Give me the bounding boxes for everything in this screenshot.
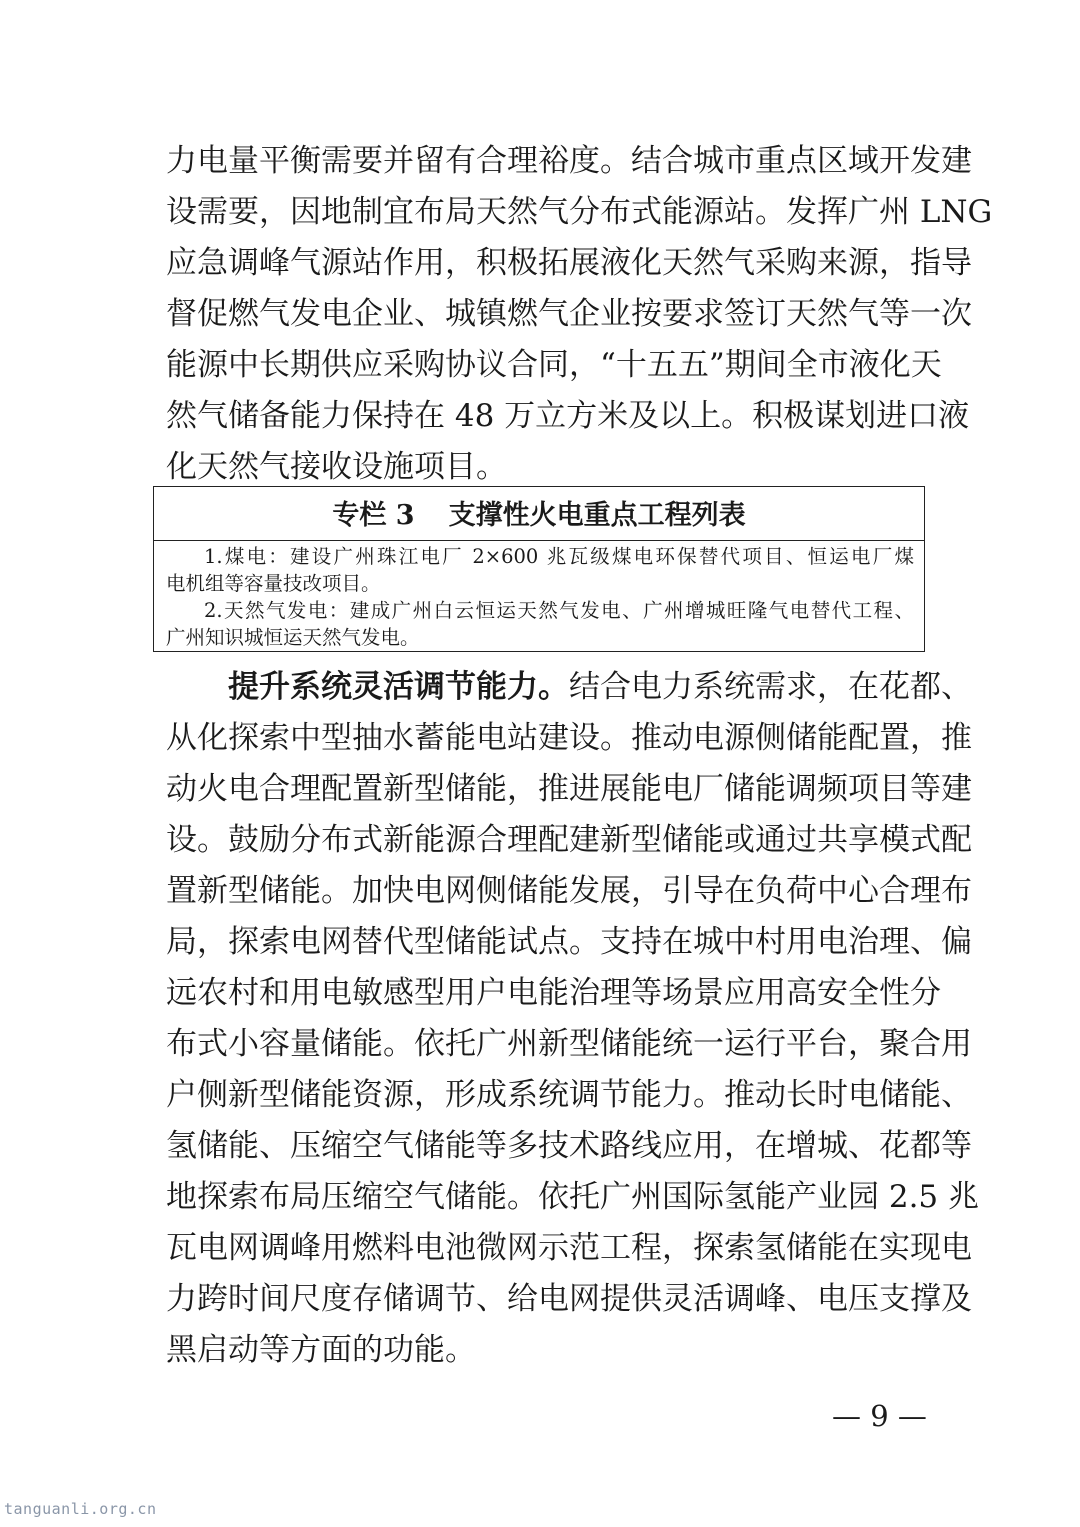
- text-line: 置新型储能。加快电网侧储能发展，引导在负荷中心合理布: [166, 873, 972, 909]
- column-item-gas-cont: 广州知识城恒运天然气发电。: [166, 626, 420, 649]
- column-box-heading: 支撑性火电重点工程列表: [448, 500, 746, 531]
- text-line: 设需要，因地制宜布局天然气分布式能源站。发挥广州 LNG: [166, 194, 993, 230]
- text-line: 从化探索中型抽水蓄能电站建设。推动电源侧储能配置，推: [166, 720, 972, 756]
- text-line: 动火电合理配置新型储能，推进展能电厂储能调频项目等建: [166, 771, 972, 807]
- text-line: 局，探索电网替代型储能试点。支持在城中村用电治理、偏: [166, 924, 972, 960]
- text-line: [166, 662, 972, 713]
- watermark: tanguanli.org.cn: [4, 1500, 157, 1518]
- column-box: [153, 486, 925, 652]
- text-line: 氢储能、压缩空气储能等多技术路线应用，在增城、花都等: [166, 1128, 972, 1164]
- text-line: 远农村和用电敏感型用户电能治理等场景应用高安全性分: [166, 975, 941, 1011]
- text-line: 瓦电网调峰用燃料电池微网示范工程，探索氢储能在实现电: [166, 1230, 972, 1266]
- paragraph-gas-supply: [166, 136, 993, 493]
- column-box-number: 专栏 3: [332, 500, 415, 531]
- text-line: 地探索布局压缩空气储能。依托广州国际氢能产业园 2.5 兆: [166, 1179, 980, 1215]
- column-item-coal: 1.煤电：建设广州珠江电厂 2×600 兆瓦级煤电环保替代项目、恒运电厂煤: [204, 545, 914, 568]
- paragraph-lead: 提升系统灵活调节能力。: [228, 669, 569, 705]
- text-line: 力跨时间尺度存储调节、给电网提供灵活调峰、电压支撑及: [166, 1281, 972, 1317]
- column-item-gas: 2.天然气发电：建成广州白云恒运天然气发电、广州增城旺隆气电替代工程、: [204, 599, 914, 622]
- text-line: 能源中长期供应采购协议合同，“十五五”期间全市液化天: [166, 347, 942, 383]
- column-box-title: [154, 487, 924, 541]
- text-line: 布式小容量储能。依托广州新型储能统一运行平台，聚合用: [166, 1026, 972, 1062]
- text-line: 户侧新型储能资源，形成系统调节能力。推动长时电储能、: [166, 1077, 972, 1113]
- text-line: 然气储备能力保持在 48 万立方米及以上。积极谋划进口液: [166, 398, 970, 434]
- paragraph-flexibility: [166, 662, 980, 1376]
- text-line: 化天然气接收设施项目。: [166, 449, 507, 485]
- text-line: 应急调峰气源站作用，积极拓展液化天然气采购来源，指导: [166, 245, 972, 281]
- paragraph-lead-rest: 结合电力系统需求，在花都、: [569, 669, 972, 705]
- column-item-coal-cont: 电机组等容量技改项目。: [166, 572, 381, 595]
- text-line: 力电量平衡需要并留有合理裕度。结合城市重点区域开发建: [166, 143, 972, 179]
- text-line: 设。鼓励分布式新能源合理配建新型储能或通过共享模式配: [166, 822, 972, 858]
- page-number: — 9 —: [832, 1399, 927, 1433]
- text-line: 黑启动等方面的功能。: [166, 1332, 476, 1368]
- column-box-body: [154, 541, 924, 651]
- text-line: 督促燃气发电企业、城镇燃气企业按要求签订天然气等一次: [166, 296, 972, 332]
